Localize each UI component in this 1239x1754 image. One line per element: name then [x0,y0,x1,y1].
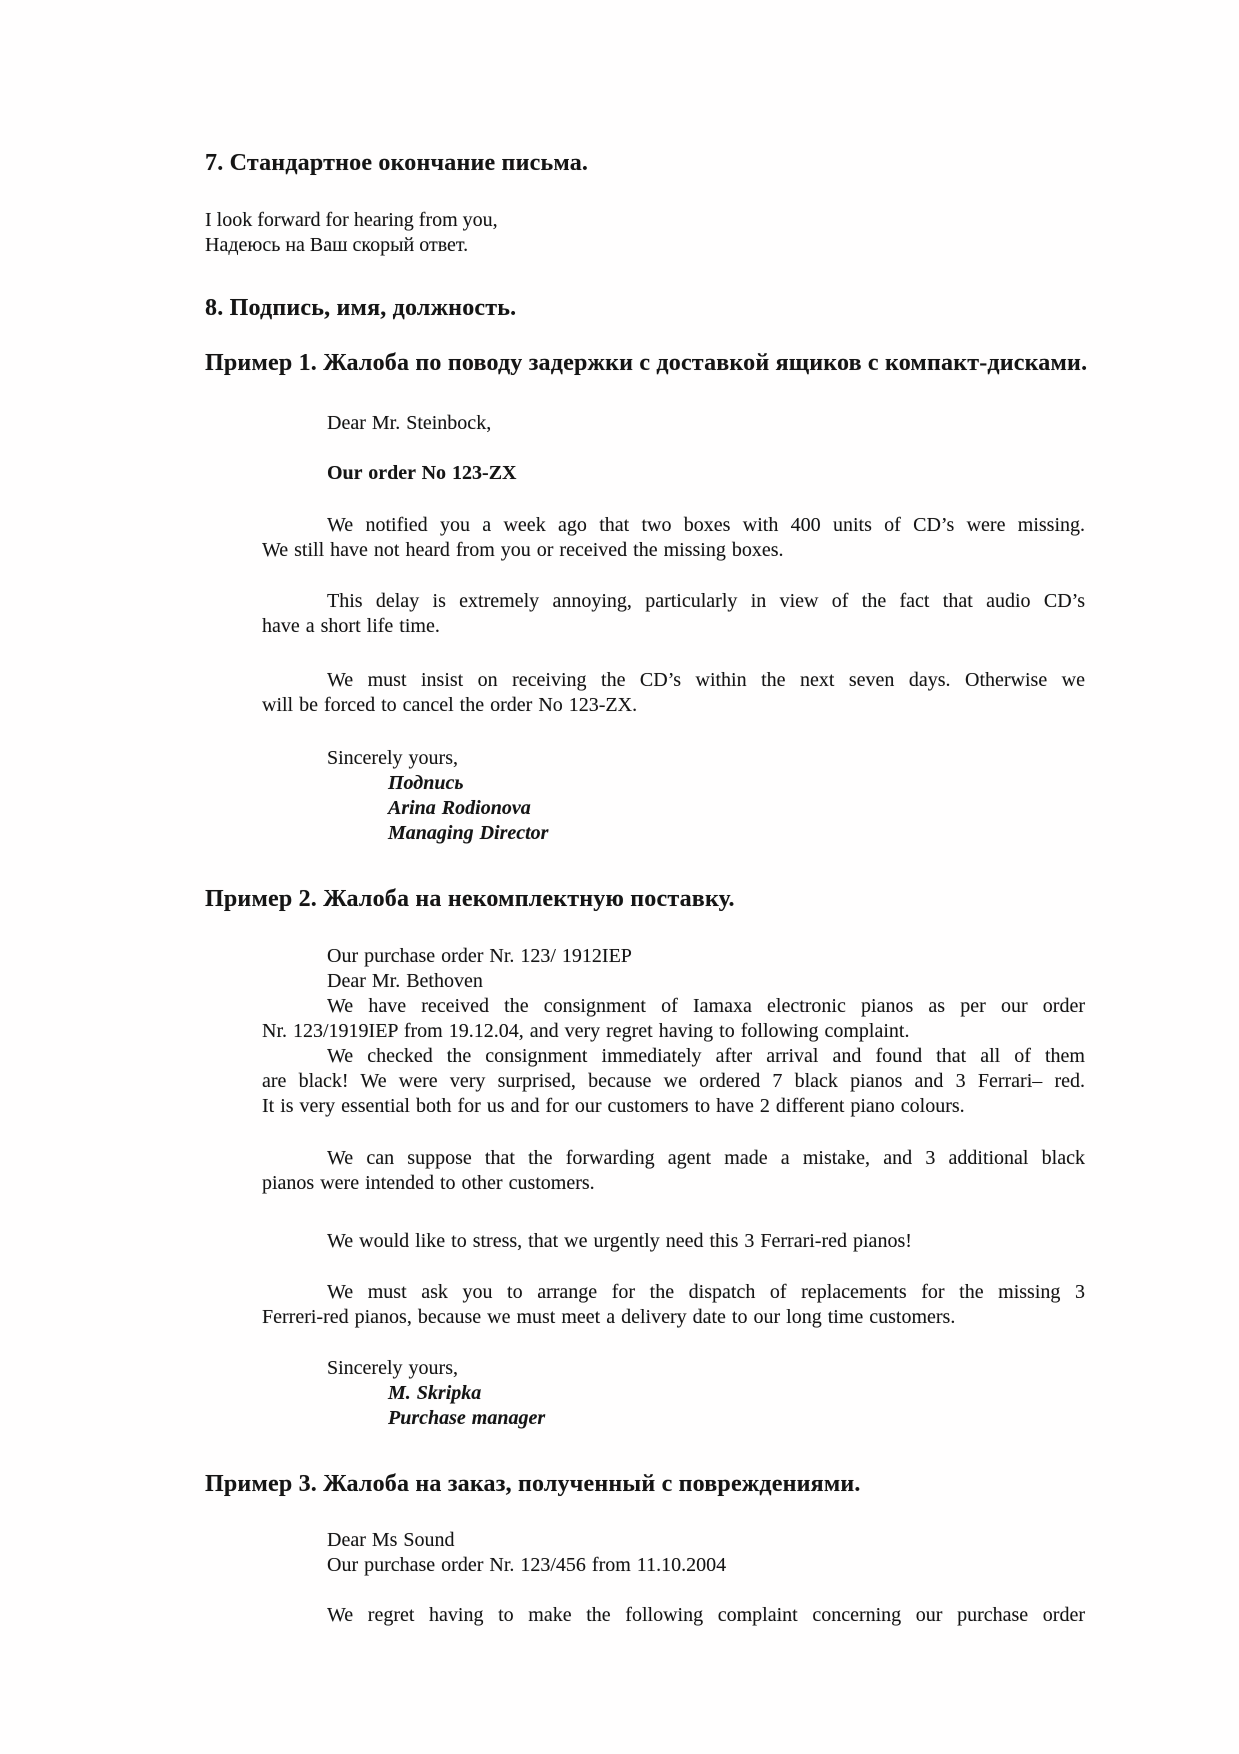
example-1-letter [262,411,1085,846]
example-3-letter [262,1528,1085,1628]
subject-line: Our order No 123-ZX [327,462,517,484]
text-line: I look forward for hearing from you, [205,209,498,231]
text-line: Ferreri-red pianos, because we must meet a delivery date to our long time customers. [262,1306,956,1328]
text-line: pianos were intended to other customers. [262,1172,595,1194]
example-1-heading: Пример 1. Жалоба по поводу задержки с доставкой ящиков с компакт-дисками. [205,350,1088,376]
text-line: Arina Rodionova [388,797,531,819]
example-3-heading: Пример 3. Жалоба на заказ, полученный с повреждениями. [205,1471,861,1497]
section-7-text [205,208,1145,258]
text-line: We regret having to make the following complaint concerning our purchase order [327,1604,1085,1626]
closing: Sincerely yours, [327,747,458,769]
order-reference: Our purchase order Nr. 123/ 1912IEP [327,945,632,967]
signature-block [388,1381,1085,1431]
text-line: It is very essential both for us and for our customers to have 2 different piano colours. [262,1095,965,1117]
example-2-letter [262,944,1085,1431]
text-line: We would like to stress, that we urgently need this 3 Ferrari-red pianos! [327,1230,912,1252]
paragraph [262,994,1085,1044]
paragraph [262,668,1085,718]
paragraph [262,1146,1085,1196]
text-line: Подпись [388,772,464,794]
salutation: Dear Mr. Bethoven [327,970,483,992]
paragraph [262,1280,1085,1330]
section-8-heading: 8. Подпись, имя, должность. [205,295,517,321]
text-line: Nr. 123/1919IEP from 19.12.04, and very regret having to following complaint. [262,1020,910,1042]
text-line: We can suppose that the forwarding agent made a mistake, and 3 additional black [327,1147,1085,1169]
text-line: are black! We were very surprised, because we ordered 7 black pianos and 3 Ferrari– red. [262,1070,1085,1092]
text-line: We still have not heard from you or received the missing boxes. [262,539,784,561]
text-line: We have received the consignment of Iamaxa electronic pianos as per our order [327,995,1085,1017]
text-line: This delay is extremely annoying, particularly in view of the fact that audio CD’s [327,590,1085,612]
closing: Sincerely yours, [327,1357,458,1379]
text-line: We must insist on receiving the CD’s within the next seven days. Otherwise we [327,669,1085,691]
paragraph [262,1603,1085,1628]
text-line: We checked the consignment immediately after arrival and found that all of them [327,1045,1085,1067]
text-line: M. Skripka [388,1382,482,1404]
salutation: Dear Ms Sound [327,1529,455,1551]
paragraph [262,589,1085,639]
text-line: will be forced to cancel the order No 123-ZX. [262,694,638,716]
text-line: have a short life time. [262,615,440,637]
signature-block [388,771,1085,846]
text-line: We must ask you to arrange for the dispatch of replacements for the missing 3 [327,1281,1085,1303]
text-line: Надеюсь на Ваш скорый ответ. [205,234,469,256]
example-2-heading: Пример 2. Жалоба на некомплектную поставку. [205,886,735,912]
text-line: Managing Director [388,822,549,844]
salutation: Dear Mr. Steinbock, [327,412,492,434]
text-line: We notified you a week ago that two boxes with 400 units of CD’s were missing. [327,514,1085,536]
paragraph [262,1229,1085,1254]
paragraph [262,513,1085,563]
text-line: Purchase manager [388,1407,546,1429]
paragraph [262,1044,1085,1119]
order-reference: Our purchase order Nr. 123/456 from 11.10.2004 [327,1554,727,1576]
section-7-heading: 7. Стандартное окончание письма. [205,150,589,176]
